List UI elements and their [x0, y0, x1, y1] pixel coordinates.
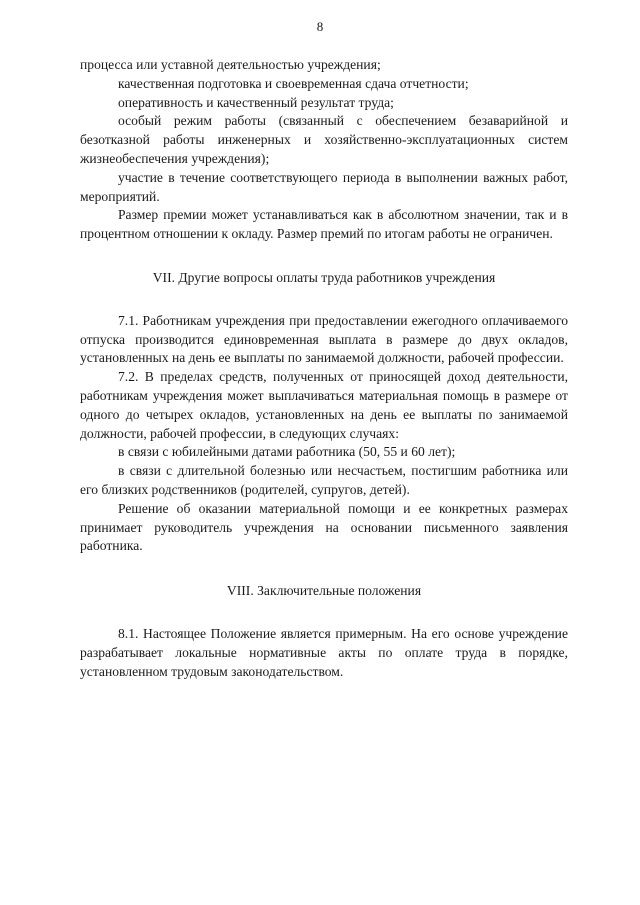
- paragraph: Решение об оказании материальной помощи и ее конкретных размерах принимает руководитель учреждения на основании письменного заявления работника.: [80, 500, 568, 554]
- list-item: качественная подготовка и своевременная сдача отчетности;: [118, 75, 469, 91]
- section-heading-7: VII. Другие вопросы оплаты труда работников учреждения: [152, 269, 496, 285]
- document-body: [80, 56, 568, 681]
- paragraph-7-2: 7.2. В пределах средств, полученных от приносящей доход деятельности, работникам учреждения может выплачиваться материальная помощь в размере от одного до четырех окладов, установленных на день ее выплаты по занимаемой должности, рабочей профессии, в следующих случаях:: [80, 369, 568, 441]
- paragraph-8-1: 8.1. Настоящее Положение является примерным. На его основе учреждение разрабатывает локальные нормативные акты по оплате труда в порядке, установленном трудовым законодательством.: [80, 625, 568, 679]
- paragraph-7-1: 7.1. Работникам учреждения при предоставлении ежегодного оплачиваемого отпуска производится единовременная выплата в размере до двух окладов, установленных на день ее выплаты по занимаемой должности, рабочей профессии.: [80, 312, 568, 366]
- list-item: оперативность и качественный результат труда;: [118, 94, 394, 110]
- list-item: в связи с юбилейными датами работника (50, 55 и 60 лет);: [118, 444, 456, 460]
- paragraph: процесса или уставной деятельностью учреждения;: [80, 57, 381, 72]
- paragraph: Размер премии может устанавливаться как в абсолютном значении, так и в процентном отношении к окладу. Размер премий по итогам работы не ограничен.: [80, 207, 568, 242]
- section-heading-8: VIII. Заключительные положения: [226, 583, 422, 599]
- page-number: 8: [316, 19, 324, 34]
- list-item: особый режим работы (связанный с обеспечением безаварийной и безотказной работы инженерных и хозяйственно-эксплуатационных систем жизнеобеспечения учреждения);: [80, 113, 568, 166]
- list-item: в связи с длительной болезнью или несчастьем, постигшим работника или его близких родственников (родителей, супругов, детей).: [80, 463, 568, 497]
- list-item: участие в течение соответствующего периода в выполнении важных работ, мероприятий.: [80, 169, 568, 204]
